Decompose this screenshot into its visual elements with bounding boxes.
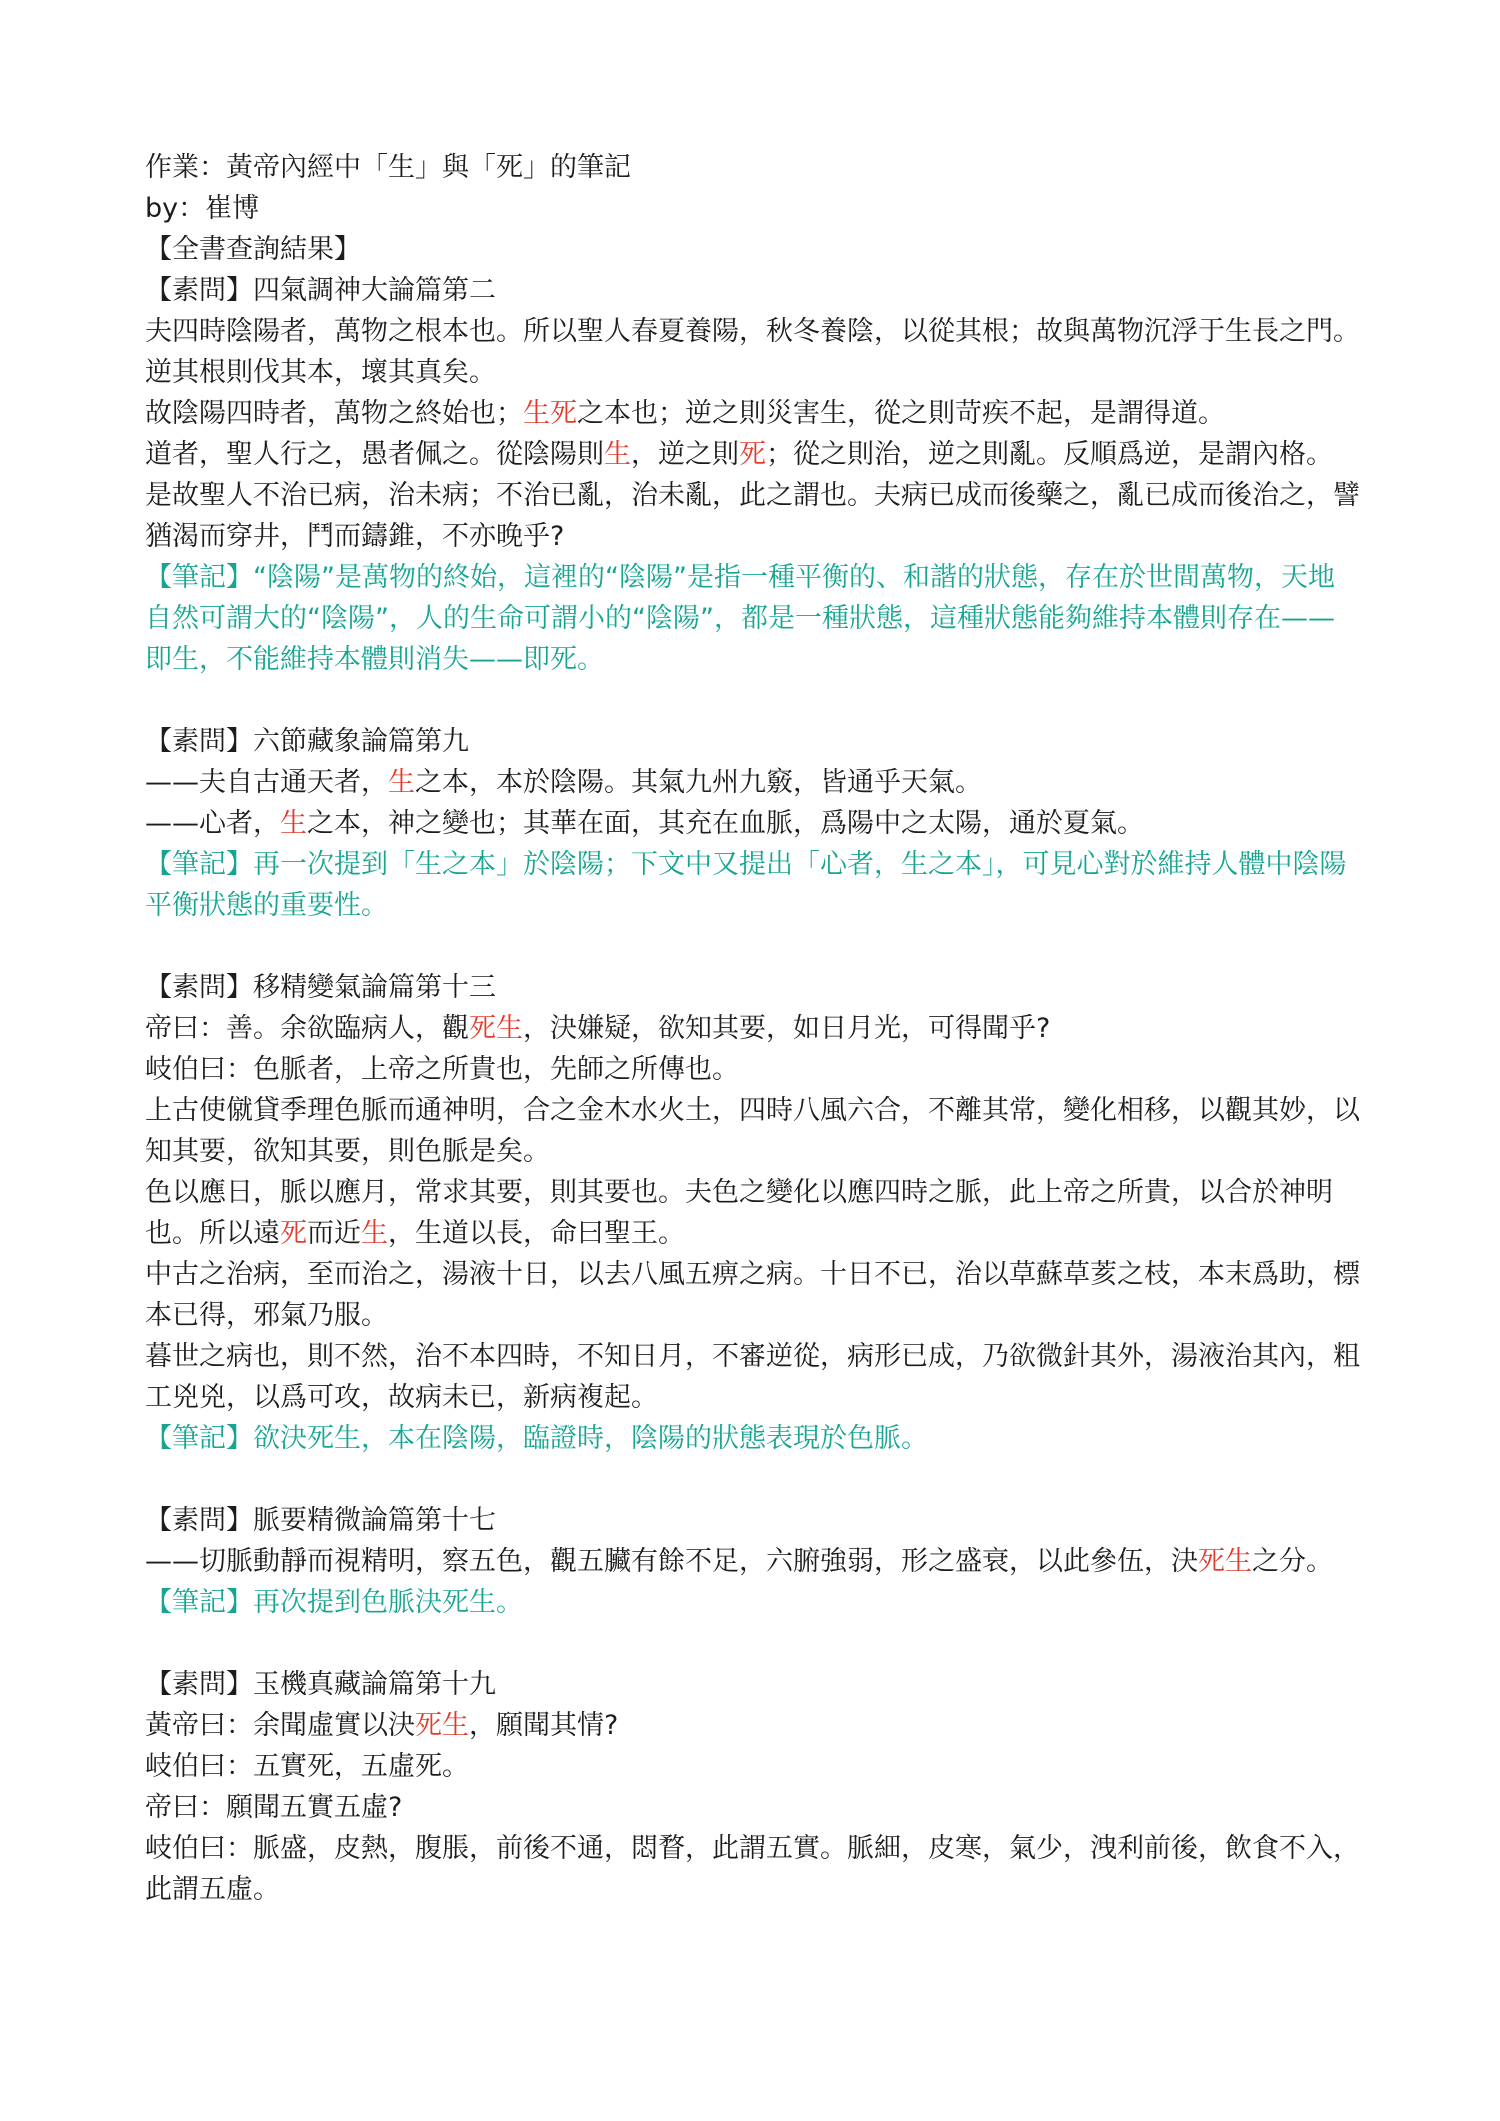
- section-paragraph: [145, 1828, 1360, 1910]
- study-note: 【筆記】再次提到色脈決死生。: [145, 1587, 523, 1618]
- text-segment: 夫四時陰陽者，萬物之根本也。所以聖人春夏養陽，秋冬養陰，以從其根；故與萬物沉浮于生長之門。逆其根則伐其本，壞其真矣。: [145, 316, 1360, 388]
- section: [145, 1500, 1360, 1623]
- text-segment: ，逆之則: [631, 439, 739, 470]
- text-segment: 黃帝曰：余聞虛實以決: [145, 1710, 415, 1741]
- section-heading: 【素問】四氣調神大論篇第二: [145, 275, 496, 306]
- section-heading: 【素問】脈要精微論篇第十七: [145, 1505, 496, 1536]
- section-paragraph: [145, 311, 1360, 393]
- text-segment: ，願聞其情?: [469, 1710, 619, 1741]
- highlighted-term: 生: [280, 808, 307, 839]
- section-heading: 【素問】玉機真藏論篇第十九: [145, 1669, 496, 1700]
- text-segment: ，決嫌疑，欲知其要，如日月光，可得聞乎?: [523, 1013, 1051, 1044]
- section-paragraph: [145, 1787, 1360, 1828]
- document-author: by：崔博: [145, 193, 260, 224]
- section-paragraph: [145, 1541, 1360, 1582]
- highlighted-term: 死生: [415, 1710, 469, 1741]
- document-body: [145, 147, 1360, 1910]
- section: [145, 270, 1360, 680]
- text-segment: 故陰陽四時者，萬物之終始也；: [145, 398, 523, 429]
- section-paragraph: [145, 803, 1360, 844]
- section-list: [145, 270, 1360, 1910]
- text-segment: 色以應日，脈以應月，常求其要，則其要也。夫色之變化以應四時之脈，此上帝之所貴，以合於神明也。所以遠: [145, 1177, 1333, 1249]
- section-paragraph: [145, 1049, 1360, 1090]
- section: [145, 967, 1360, 1459]
- text-segment: 中古之治病，至而治之，湯液十日，以去八風五痹之病。十日不已，治以草蘇草荄之枝，本末爲助，標本已得，邪氣乃服。: [145, 1259, 1360, 1331]
- highlighted-term: 死生: [1198, 1546, 1252, 1577]
- text-segment: 上古使僦貸季理色脈而通神明，合之金木水火土，四時八風六合，不離其常，變化相移，以觀其妙，以知其要，欲知其要，則色脈是矣。: [145, 1095, 1360, 1167]
- text-segment: 之本，本於陰陽。其氣九州九竅，皆通乎天氣。: [415, 767, 982, 798]
- section-paragraph: [145, 1090, 1360, 1172]
- text-segment: 帝曰：願聞五實五虛?: [145, 1792, 403, 1823]
- section-paragraph: [145, 762, 1360, 803]
- highlighted-term: 生: [361, 1218, 388, 1249]
- section-spacer: [145, 680, 1360, 721]
- section-paragraph: [145, 1746, 1360, 1787]
- section-paragraph: [145, 434, 1360, 475]
- section-heading: 【素問】移精變氣論篇第十三: [145, 972, 496, 1003]
- section-paragraph: [145, 1254, 1360, 1336]
- highlighted-term: 死: [280, 1218, 307, 1249]
- text-segment: ；從之則治，逆之則亂。反順爲逆，是謂內格。: [766, 439, 1333, 470]
- text-segment: 帝曰：善。余欲臨病人，觀: [145, 1013, 469, 1044]
- text-segment: 是故聖人不治已病，治未病；不治已亂，治未亂，此之謂也。夫病已成而後藥之，亂已成而後治之，譬猶渴而穿井，鬥而鑄錐，不亦晚乎?: [145, 480, 1360, 552]
- text-segment: ——夫自古通天者，: [145, 767, 388, 798]
- text-segment: ——心者，: [145, 808, 280, 839]
- section-heading: 【素問】六節藏象論篇第九: [145, 726, 469, 757]
- section-paragraph: [145, 1336, 1360, 1418]
- text-segment: ——切脈動靜而視精明，察五色，觀五臟有餘不足，六腑強弱，形之盛衰，以此參伍，決: [145, 1546, 1198, 1577]
- text-segment: 暮世之病也，則不然，治不本四時，不知日月，不審逆從，病形已成，乃欲微針其外，湯液治其內，粗工兇兇，以爲可攻，故病未已，新病複起。: [145, 1341, 1360, 1413]
- section-paragraph: [145, 1008, 1360, 1049]
- study-note: 【筆記】再一次提到「生之本」於陰陽；下文中又提出「心者，生之本」，可見心對於維持人體中陰陽平衡狀態的重要性。: [145, 849, 1347, 921]
- section-paragraph: [145, 475, 1360, 557]
- highlighted-term: 生死: [523, 398, 577, 429]
- study-note: 【筆記】“陰陽”是萬物的終始，這裡的“陰陽”是指一種平衡的、和諧的狀態，存在於世間萬物，天地自然可謂大的“陰陽”，人的生命可謂小的“陰陽”，都是一種狀態，這種狀態能夠維持本體則存在——即生，不能維持本體則消失——即死。: [145, 562, 1335, 675]
- section: [145, 1664, 1360, 1910]
- search-result-header: 【全書查詢結果】: [145, 234, 361, 265]
- highlighted-term: 死: [739, 439, 766, 470]
- text-segment: 岐伯曰：脈盛，皮熱，腹脹，前後不通，悶瞀，此謂五實。脈細，皮寒，氣少，洩利前後，飲食不入，此謂五虛。: [145, 1833, 1360, 1905]
- section-spacer: [145, 1459, 1360, 1500]
- highlighted-term: 死生: [469, 1013, 523, 1044]
- text-segment: 岐伯曰：五實死，五虛死。: [145, 1751, 469, 1782]
- text-segment: 之分。: [1252, 1546, 1333, 1577]
- section-paragraph: [145, 1705, 1360, 1746]
- highlighted-term: 生: [388, 767, 415, 798]
- text-segment: 之本也；逆之則災害生，從之則苛疾不起，是謂得道。: [577, 398, 1225, 429]
- text-segment: 而近: [307, 1218, 361, 1249]
- section-spacer: [145, 926, 1360, 967]
- section-paragraph: [145, 1172, 1360, 1254]
- highlighted-term: 生: [604, 439, 631, 470]
- section-spacer: [145, 1623, 1360, 1664]
- text-segment: 岐伯曰：色脈者，上帝之所貴也，先師之所傳也。: [145, 1054, 739, 1085]
- study-note: 【筆記】欲決死生，本在陰陽，臨證時，陰陽的狀態表現於色脈。: [145, 1423, 928, 1454]
- text-segment: 之本，神之變也；其華在面，其充在血脈，爲陽中之太陽，通於夏氣。: [307, 808, 1144, 839]
- document-title: 作業：黃帝內經中「生」與「死」的筆記: [145, 152, 631, 183]
- text-segment: ，生道以長，命曰聖王。: [388, 1218, 685, 1249]
- text-segment: 道者，聖人行之，愚者佩之。從陰陽則: [145, 439, 604, 470]
- section-paragraph: [145, 393, 1360, 434]
- section: [145, 721, 1360, 926]
